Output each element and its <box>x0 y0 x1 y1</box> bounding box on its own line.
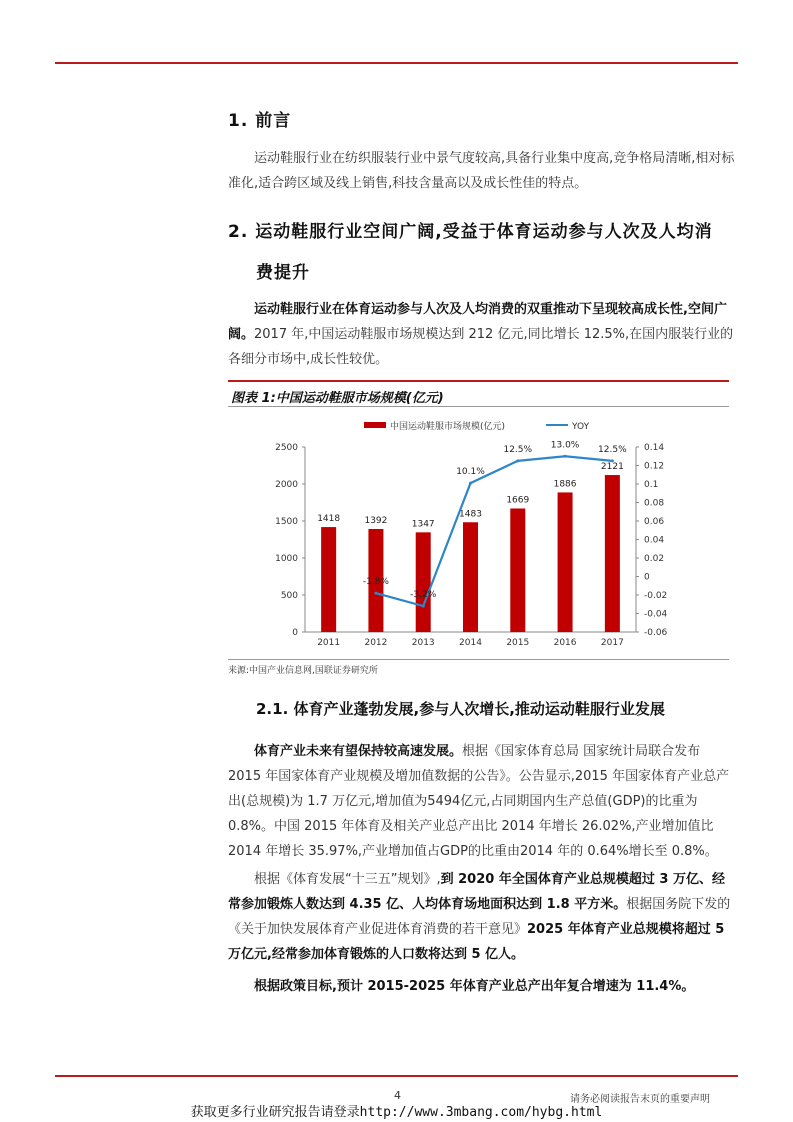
figure-source: 来源:中国产业信息网,国联证券研究所 <box>228 666 378 676</box>
x-tick-label: 2013 <box>411 638 435 648</box>
bar-value-label: 1483 <box>459 509 482 520</box>
bar-2015 <box>510 508 525 632</box>
legend-bar-label: 中国运动鞋服市场规模(亿元) <box>390 422 506 432</box>
figure-caption: 图表 1:中国运动鞋服市场规模(亿元) <box>231 391 444 406</box>
yoy-point-2012 <box>374 592 377 595</box>
figure-top-rule <box>228 380 729 382</box>
right-tick-label: -0.06 <box>644 628 668 638</box>
section21-p2-c: 根据国务院下发的《关于加快发展体育产业促进体育消费的若干意见》 <box>228 897 731 937</box>
x-tick-label: 2014 <box>459 638 482 648</box>
right-tick-label: 0.04 <box>644 535 665 546</box>
yoy-value-label: -1.8% <box>362 577 389 588</box>
yoy-value-label: 12.5% <box>598 444 627 455</box>
page-number: 4 <box>394 1089 401 1102</box>
yoy-value-label: 10.1% <box>456 467 485 478</box>
x-tick-label: 2016 <box>553 638 577 648</box>
bar-value-label: 1347 <box>411 519 435 530</box>
right-tick-label: 0 <box>644 572 650 583</box>
header-rule <box>55 62 738 64</box>
bar-value-label: 1418 <box>317 514 341 525</box>
section2-rest: 2017 年,中国运动鞋服市场规模达到 212 亿元,同比增长 12.5%,在国内服装行业的各细分市场中,成长性较优。 <box>228 327 734 367</box>
yoy-point-2015 <box>516 459 519 462</box>
yoy-value-label: 12.5% <box>503 444 533 455</box>
x-tick-label: 2015 <box>506 638 530 648</box>
bar-2017 <box>605 475 620 632</box>
bar-2011 <box>321 527 336 632</box>
section21-p1-bold: 体育产业未来有望保持较高速发展。 <box>254 744 463 759</box>
section2-bold-lead: 运动鞋服行业在体育运动参与人次及人均消费的双重推动下呈现较高成长性,空间广阔。 <box>228 302 727 342</box>
section21-heading: 2.1. 体育产业蓬勃发展,参与人次增长,推动运动鞋服行业发展 <box>256 700 665 718</box>
left-tick-label: 2000 <box>275 480 298 490</box>
x-tick-label: 2017 <box>600 638 624 648</box>
section21-p3: 根据政策目标,预计 2015-2025 年体育产业总产出年复合增速为 11.4%。 <box>254 979 695 994</box>
yoy-point-2013 <box>422 605 425 608</box>
section21-p2-a: 根据《体育发展“十三五”规划》, <box>254 872 441 887</box>
right-tick-label: 0.1 <box>644 480 659 490</box>
bar-value-label: 1392 <box>364 515 388 526</box>
left-tick-label: 0 <box>292 628 298 638</box>
x-tick-label: 2012 <box>364 638 388 648</box>
download-link[interactable]: 获取更多行业研究报告请登录http://www.3mbang.com/hybg.html <box>190 1105 603 1120</box>
legend-bar-swatch <box>364 422 386 428</box>
section2-heading-cont: 费提升 <box>256 263 310 283</box>
figure-caption-rule <box>228 406 729 407</box>
right-tick-label: -0.02 <box>644 591 668 601</box>
left-tick-label: 2500 <box>275 443 298 453</box>
figure-bottom-rule <box>228 659 729 660</box>
right-tick-label: -0.04 <box>644 609 668 620</box>
left-tick-label: 1000 <box>275 554 298 564</box>
bar-2016 <box>558 492 573 632</box>
section2-heading: 2. 运动鞋服行业空间广阔,受益于体育运动参与人次及人均消 <box>228 222 713 242</box>
right-tick-label: 0.14 <box>644 443 665 453</box>
section21-paragraph-3 <box>228 974 736 999</box>
market-size-chart <box>228 410 729 658</box>
footer-rule <box>55 1075 738 1077</box>
right-tick-label: 0.06 <box>644 517 665 527</box>
section1-paragraph: 运动鞋服行业在纺织服装行业中景气度较高,具备行业集中度高,竞争格局清晰,相对标准化,适合跨区域及线上销售,科技含量高以及成长性佳的特点。 <box>228 151 735 191</box>
yoy-point-2014 <box>469 482 472 485</box>
bar-2013 <box>416 532 431 632</box>
bar-value-label: 1886 <box>553 479 577 490</box>
section1-heading: 1. 前言 <box>228 111 292 131</box>
bar-2014 <box>463 522 478 632</box>
section21-p2-d: 2025 年体育产业总规模将超过 5 万亿元,经常参加体育锻炼的人口数将达到 5 亿人。 <box>228 922 725 962</box>
section21-paragraph-2 <box>228 867 736 967</box>
bar-value-label: 1669 <box>506 495 530 506</box>
section21-paragraph-1 <box>228 739 736 864</box>
section21-p1-rest: 根据《国家体育总局 国家统计局联合发布 2015 年国家体育产业规模及增加值数据的公告》。公告显示,2015 年国家体育产业总产出(总规模)为 1.7 万亿元,增加值为5494亿元,占同期国内生产总值(GDP)的比重为 0.8%。中国 2015 年体育及相关产业总产出比 2014 年增长 26.02%,产业增加值比 2014 年增长 35.97%,产业增加值占GDP的比重由2014 年的 0.64%增长至 0.8%。 <box>228 744 730 859</box>
right-tick-label: 0.12 <box>644 461 665 472</box>
legend-line-label: YOY <box>572 422 590 432</box>
section2-paragraph <box>228 297 736 372</box>
yoy-value-label: 13.0% <box>550 440 580 451</box>
right-tick-label: 0.02 <box>644 554 665 564</box>
left-tick-label: 1500 <box>275 517 298 527</box>
yoy-line <box>376 456 612 606</box>
yoy-point-2017 <box>611 459 614 462</box>
right-tick-label: 0.08 <box>644 498 665 509</box>
yoy-value-label: -3.2% <box>410 590 437 601</box>
section21-p2-b: 到 2020 年全国体育产业总规模超过 3 万亿、经常参加锻炼人数达到 4.35 亿、人均体育场地面积达到 1.8 平方米。 <box>228 872 725 912</box>
left-tick-label: 500 <box>280 591 298 601</box>
disclaimer-note: 请务必阅读报告末页的重要声明 <box>570 1094 710 1105</box>
yoy-point-2016 <box>564 455 567 458</box>
bar-value-label: 2121 <box>600 462 624 473</box>
x-tick-label: 2011 <box>317 638 341 648</box>
